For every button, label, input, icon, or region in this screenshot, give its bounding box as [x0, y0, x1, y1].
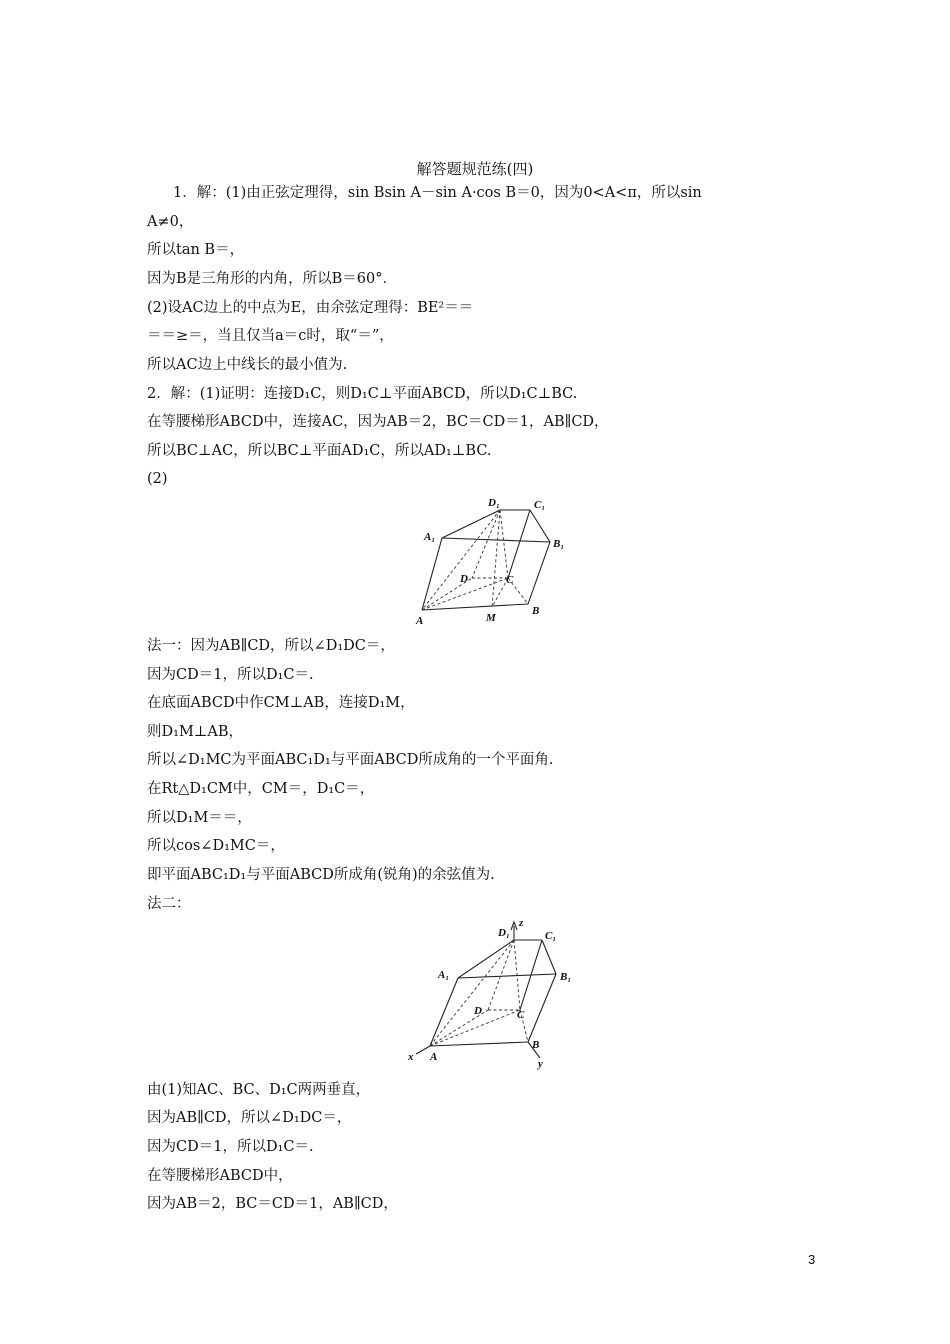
- text-line: 所以∠D₁MC为平面ABC₁D₁与平面ABCD所成角的一个平面角.: [147, 752, 554, 768]
- text-line: 因为CD＝1，所以D₁C＝.: [147, 667, 314, 683]
- text-line: 在等腰梯形ABCD中，: [147, 1168, 293, 1184]
- axis-label: z: [519, 917, 524, 929]
- text-line: 因为B是三角形的内角，所以B＝60°．: [147, 271, 398, 287]
- text-line: 所以cos∠D₁MC＝，: [147, 838, 285, 854]
- vertex-label: C₁: [545, 930, 557, 942]
- text-line: 在Rt△D₁CM中，CM＝，D₁C＝，: [147, 781, 375, 797]
- text-line: 则D₁M⊥AB，: [147, 724, 244, 740]
- text-line: 在底面ABCD中作CM⊥AB，连接D₁M，: [147, 695, 415, 711]
- text-line: 所以BC⊥AC，所以BC⊥平面AD₁C，所以AD₁⊥BC.: [147, 443, 492, 459]
- text-line: 所以AC边上中线长的最小值为.: [147, 357, 348, 373]
- text-line: 法二：: [147, 896, 191, 912]
- vertex-label: D₁: [488, 497, 500, 509]
- page-number: 3: [808, 1252, 816, 1267]
- text-line: 由(1)知AC、BC、D₁C两两垂直，: [147, 1082, 371, 1098]
- text-line: 即平面ABC₁D₁与平面ABCD所成角(锐角)的余弦值为.: [147, 867, 495, 883]
- prism-figure-1: [410, 490, 580, 630]
- text-line: 2．解：(1)证明：连接D₁C，则D₁C⊥平面ABCD，所以D₁C⊥BC.: [147, 386, 578, 402]
- page-title: 解答题规范练(四): [416, 160, 534, 178]
- text-line: 因为AB＝2，BC＝CD＝1，AB∥CD，: [147, 1196, 398, 1212]
- axis-label: x: [408, 1051, 414, 1063]
- text-line: 因为AB∥CD，所以∠D₁DC＝，: [147, 1110, 352, 1126]
- vertex-label: B₁: [560, 971, 572, 983]
- vertex-label: D: [460, 573, 468, 585]
- text-line: (2)设AC边上的中点为E，由余弦定理得：BE²＝＝: [147, 300, 474, 316]
- vertex-label: C: [517, 1009, 525, 1021]
- vertex-label: B₁: [553, 538, 565, 550]
- vertex-label: C: [506, 574, 514, 586]
- text-line: 所以tan B＝，: [147, 242, 245, 258]
- vertex-label: C₁: [534, 499, 546, 511]
- text-line: ＝＝≥＝，当且仅当a＝c时，取“＝”，: [147, 328, 394, 344]
- text-line: (2): [147, 471, 168, 487]
- prism-figure-2: [400, 912, 590, 1072]
- text-line: 法一：因为AB∥CD，所以∠D₁DC＝，: [147, 638, 395, 654]
- vertex-label: A: [430, 1051, 438, 1063]
- vertex-label: A: [416, 615, 424, 627]
- vertex-label: B: [532, 1039, 540, 1051]
- vertex-label: B: [532, 605, 540, 617]
- text-line: A≠0，: [147, 214, 194, 230]
- text-line: 所以D₁M＝＝，: [147, 810, 252, 826]
- vertex-label: A₁: [424, 531, 436, 543]
- text-line: 在等腰梯形ABCD中，连接AC，因为AB＝2，BC＝CD＝1，AB∥CD，: [147, 414, 609, 430]
- axis-label: y: [538, 1058, 543, 1070]
- vertex-label: D₁: [498, 927, 510, 939]
- text-line: 1．解：(1)由正弦定理得，sin Bsin A－sin A·cos B＝0，因为0<A<π，所以sin: [173, 185, 702, 201]
- vertex-label: M: [486, 612, 496, 624]
- vertex-label: D: [474, 1005, 482, 1017]
- text-line: 因为CD＝1，所以D₁C＝.: [147, 1139, 314, 1155]
- vertex-label: A₁: [438, 969, 450, 981]
